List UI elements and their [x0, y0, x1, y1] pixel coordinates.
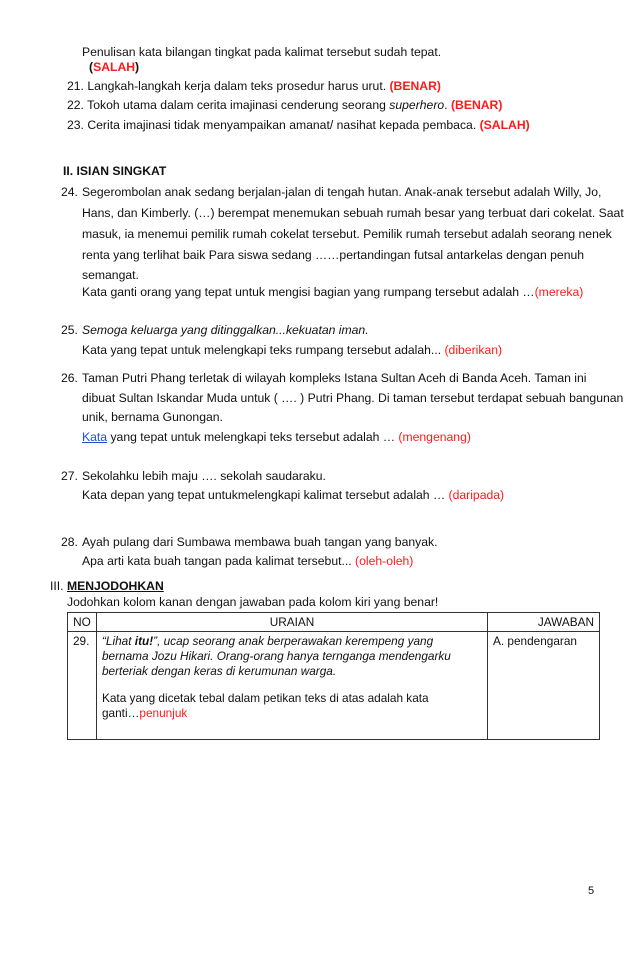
q27-line: Sekolahku lebih maju …. sekolah saudaraku. [82, 469, 326, 483]
q27-prompt: Kata depan yang tepat untukmelengkapi kalimat tersebut adalah … (daripada) [82, 488, 505, 502]
header-jawaban: JAWABAN [488, 613, 600, 632]
q26-line: Taman Putri Phang terletak di wilayah kompleks Istana Sultan Aceh di Banda Aceh. Taman ini [82, 371, 587, 385]
row-uraian: “Lihat itu!”, ucap seorang anak berperawakan kerempeng yang bernama Jozu Hikari. Orang-orang hanya ternganga mendengarku berteriak dengan keras di kerumunan warga. Kata yang dicetak tebal dalam petikan teks di atas adalah kata ganti…penunjuk [97, 632, 488, 740]
q25-prompt: Kata yang tepat untuk melengkapi teks rumpang tersebut adalah... (diberikan) [82, 343, 503, 357]
page-number: 5 [588, 885, 595, 897]
q28-prompt: Apa arti kata buah tangan pada kalimat tersebut... (oleh-oleh) [82, 554, 414, 568]
q24-line: masuk, ia menemui pemilik rumah cokelat tersebut. Pemilik rumah tersebut adalah seorang nenek [82, 227, 612, 241]
statement-answer: (SALAH) [89, 60, 140, 74]
q24-line: Hans, dan Kimberly. (…) berempat menemukan sebuah rumah besar yang terbuat dari cokelat. Saat [82, 206, 624, 220]
q26-number: 26. [61, 371, 78, 385]
q28-number: 28. [61, 535, 78, 549]
q26-line: dibuat Sultan Iskandar Muda untuk ( …. ) Putri Phang. Di taman tersebut terdapat sebuah bangunan [82, 391, 624, 405]
section-heading-menjodohkan: III. MENJODOHKAN [50, 579, 164, 593]
item-23: 23. Cerita imajinasi tidak menyampaikan amanat/ nasihat kepada pembaca. (SALAH) [67, 118, 530, 132]
section-heading-isian: II. ISIAN SINGKAT [63, 164, 167, 178]
item-21: 21. Langkah-langkah kerja dalam teks prosedur harus urut. (BENAR) [67, 79, 441, 93]
q27-number: 27. [61, 469, 78, 483]
kata-link[interactable]: Kata [82, 430, 108, 444]
matching-table [67, 612, 600, 740]
table-row [68, 632, 600, 740]
q24-number: 24. [61, 185, 78, 199]
q24-line: Segerombolan anak sedang berjalan-jalan di tengah hutan. Anak-anak tersebut adalah Willy, Jo, [82, 185, 602, 199]
q24-prompt: Kata ganti orang yang tepat untuk mengisi bagian yang rumpang tersebut adalah …(mereka) [82, 285, 584, 299]
section-instruction: Jodohkan kolom kanan dengan jawaban pada kolom kiri yang benar! [67, 595, 439, 609]
q25-number: 25. [61, 323, 78, 337]
row-jawaban: A. pendengaran [488, 632, 600, 740]
q28-line: Ayah pulang dari Sumbawa membawa buah tangan yang banyak. [82, 535, 438, 549]
table-header-row [68, 613, 600, 632]
q24-line: semangat. [82, 268, 139, 282]
header-no: NO [68, 613, 97, 632]
item-22: 22. Tokoh utama dalam cerita imajinasi cenderung seorang superhero. (BENAR) [67, 98, 503, 112]
header-uraian: URAIAN [97, 613, 488, 632]
q26-prompt: Kata yang tepat untuk melengkapi teks tersebut adalah … (mengenang) [82, 430, 471, 444]
q26-line: unik, bernama Gunongan. [82, 410, 223, 424]
q24-line: renta yang terlihat baik Para siswa sedang ……pertandingan futsal antarkelas dengan penuh [82, 248, 585, 262]
statement-text: Penulisan kata bilangan tingkat pada kalimat tersebut sudah tepat. [82, 45, 442, 59]
q25-line: Semoga keluarga yang ditinggalkan...kekuatan iman. [82, 323, 369, 337]
row-no: 29. [68, 632, 97, 740]
